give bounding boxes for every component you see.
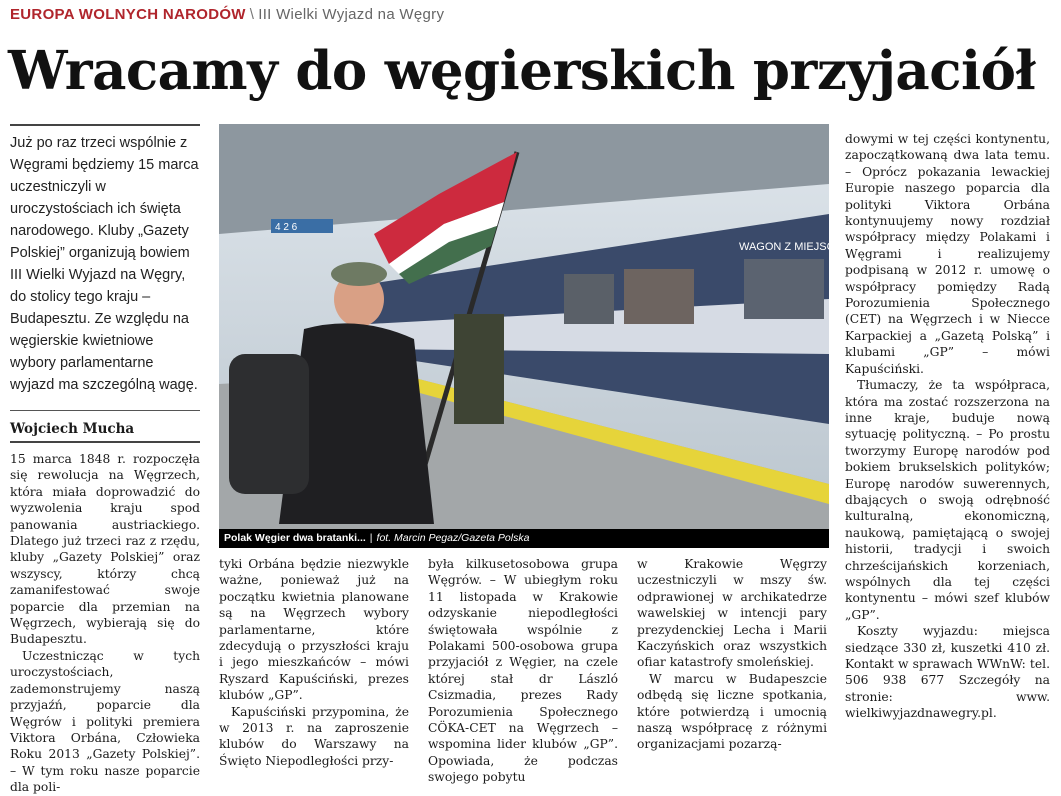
column-5-paragraph-1: dowymi w tej części kontynentu, zapoczątkowaną dwa lata temu. – Oprócz pokazania lewackiej Europie naszego poparcia dla polityki Viktora Orbána kontynuujemy nowy rozdział współpracy między Polakami i Węgrami i realizujemy podpisaną w 2012 r. umowę o współpracy pomiędzy Radą Porozumienia Społecznego (CET) na Węgrzech i w Niecce Karpackiej a „Gazetą Polską” i klubami „GP” – mówi Kapuściński. (845, 132, 1050, 376)
column-4-paragraph-1: w Krakowie Węgrzy uczestniczyli w mszy św. odprawionej w archikatedrze wawelskiej w intencji pary prezydenckiej Lecha i Marii Kaczyńskich oraz wszystkich ofiar katastrofy smoleńskiej. (637, 557, 827, 670)
article-photo (219, 124, 855, 548)
kicker-separator: \ (249, 6, 255, 23)
column-3-paragraph-1: była kilkusetosobowa grupa Węgrów. – W ubiegłym roku 11 listopada w Krakowie odzyskanie niepodległości świętowała wspólnie z Polakami 500-osobowa grupa przyjaciół z Węgier, na czele której stał dr László Csizmadia, prezes Rady Porozumienia Społecznego CÖKA-CET na Węgrzech – wspomina lider klubów „GP”. Opowiada, że podczas swojego pobytu (428, 557, 618, 785)
train-window-3 (744, 259, 824, 319)
lead-bottom-rule (10, 410, 200, 411)
section-name: EUROPA WOLNYCH NARODÓW (10, 6, 246, 23)
column-1-paragraph-2: Uczestnicząc w tych uroczystościach, zademonstrujemy naszą przyjaźń, poparcie dla Węgrów i polityki premiera Viktora Orbána, Człowieka Roku 2013 „Gazety Polskiej”. – W tym roku nasze poparcie dla poli- (10, 648, 200, 795)
column-4 (637, 556, 827, 753)
column-4-paragraph-2: W marcu w Budapeszcie odbędą się liczne spotkania, które potwierdzą i umocnią naszą współpracę z różnymi organizacjami pozarzą- (637, 671, 827, 752)
column-2-paragraph-1: tyki Orbána będzie niezwykle ważne, ponieważ już na początku kwietnia planowane są na Węgrzech wybory parlamentarne, które zdecydują o przyszłości kraju i jego mieszkańców – mówi Ryszard Kapuściński, prezes klubów „GP”. (219, 557, 409, 703)
column-2 (219, 556, 409, 769)
headline: Wracamy do węgierskich przyjaciół (8, 40, 1036, 102)
platform-sign-text: 4 2 6 (275, 222, 298, 233)
column-1-paragraph-1: 15 marca 1848 r. rozpoczęła się rewolucja na Węgrzech, która miała doprowadzić do wyzwolenia kraju spod panowania austriackiego. Dlatego już trzeci raz z rzędu, kluby „Gazety Polskiej” oraz wszyscy, którzy chcą zamanifestować swoje poparcie dla przemian na Węgrzech, wybierają się do Budapesztu. (10, 452, 200, 647)
train-window-1 (564, 274, 614, 324)
column-2-paragraph-2: Kapuściński przypomina, że w 2013 r. na zaproszenie klubów do Warszawy na Święto Niepodległości przy- (219, 704, 409, 768)
column-3 (428, 556, 618, 786)
column-1 (10, 451, 200, 796)
byline-rule (10, 441, 200, 443)
column-5-paragraph-2: Tłumaczy, że ta współpraca, która ma zostać rozszerzona na inne kraje, buduje nową sytuację polityczną. – Po prostu tworzymy Europę narodów pod bokiem brukselskich polityków; Europę narodów suwerennych, dbających o swoją odrębność kulturalną, ekonomiczną, naukową, pamiętającą o swojej historii, tradycji i swoich chrześcijańskich korzeniach, wspólnych dla tej części kontynentu – mówi szef klubów „GP”. (845, 378, 1050, 622)
caption-title: Polak Węgier dwa bratanki... (224, 532, 366, 544)
column-5-paragraph-3: Koszty wyjazdu: miejsca siedzące 330 zł, kuszetki 410 zł. Kontakt w sprawach WWnW: tel. 506 938 677 Szczegóły na stronie: www. wielkiwyjazdnawegry.pl. (845, 624, 1050, 721)
background-person (454, 314, 504, 424)
photo-illustration (219, 124, 855, 548)
author-byline: Wojciech Mucha (10, 421, 135, 437)
train-window-2 (624, 269, 694, 324)
caption-credit: fot. Marcin Pegaz/Gazeta Polska (376, 532, 530, 544)
backpack (229, 354, 309, 494)
man-cap (331, 262, 387, 286)
kicker-subtitle: III Wielki Wyjazd na Węgry (258, 6, 445, 23)
photo-caption (219, 529, 829, 548)
wagon-sign-text: WAGON Z MIEJSCAMI (739, 241, 855, 253)
lead-column (10, 124, 200, 796)
lead-top-rule (10, 124, 200, 126)
lead-paragraph: Już po raz trzeci wspólnie z Węgrami będziemy 15 marca uczestniczyli w uroczystościach ich święta narodowego. Kluby „Gazety Polskiej” organizują bowiem III Wielki Wyjazd na Węgry, do stolicy tego kraju – Budapesztu. Ze względu na węgierskie kwietniowe wybory parlamentarne wyjazd ma szczególną wagę. (10, 135, 199, 393)
column-5 (845, 131, 1050, 722)
section-kicker (10, 6, 444, 23)
caption-separator: | (369, 532, 373, 544)
